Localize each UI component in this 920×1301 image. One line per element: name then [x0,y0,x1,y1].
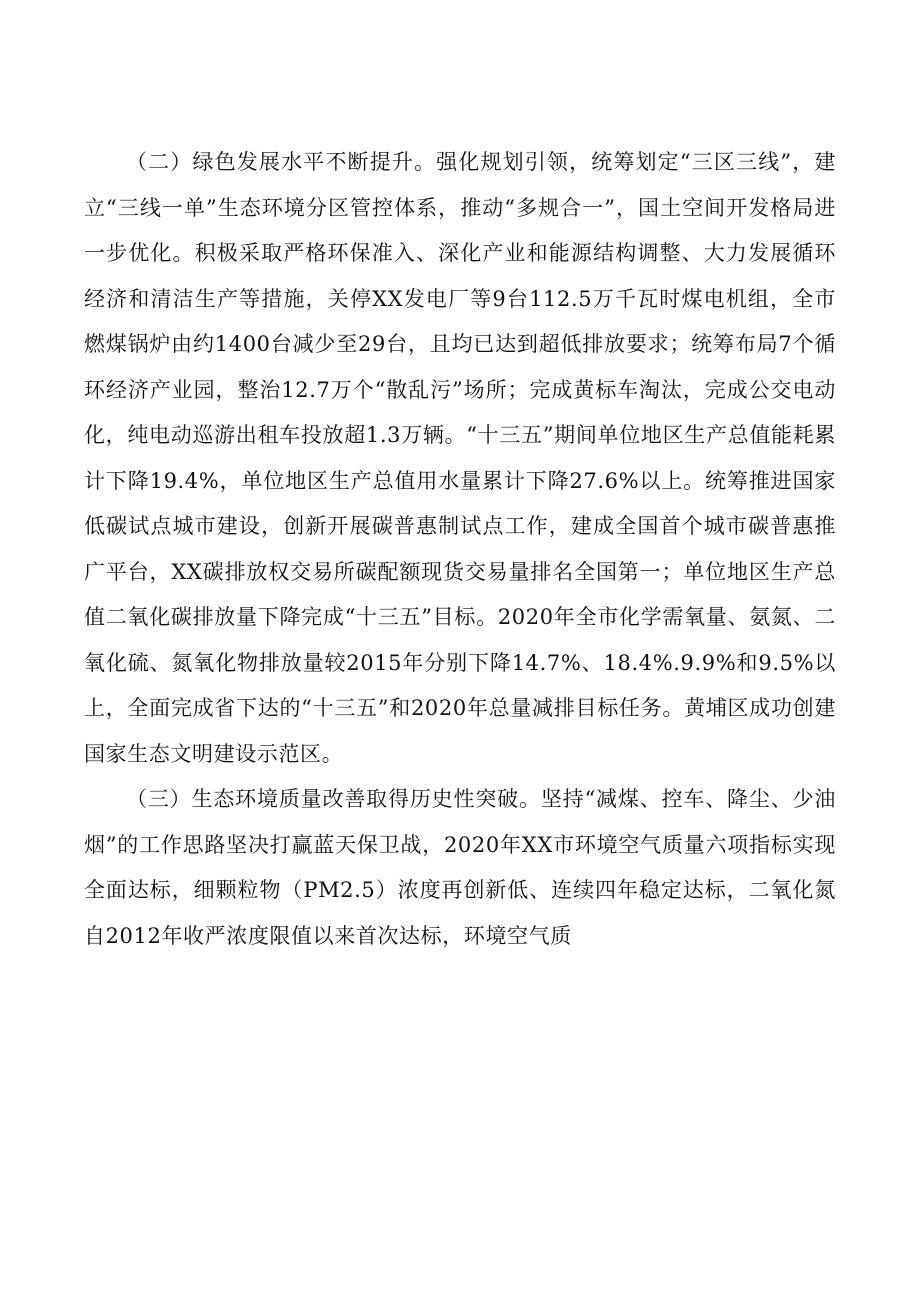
document-body [84,140,836,959]
paragraph-green-development: （二）绿色发展水平不断提升。强化规划引领，统筹划定“三区三线”，建立“三线一单”生态环境分区管控体系，推动“多规合一”，国土空间开发格局进一步优化。积极采取严格环保准入、深化产业和能源结构调整、大力发展循环经济和清洁生产等措施，关停XX发电厂等9台112.5万千瓦时煤电机组，全市燃煤锅炉由约1400台减少至29台，且均已达到超低排放要求；统筹布局7个循环经济产业园，整治12.7万个“散乱污”场所；完成黄标车淘汰，完成公交电动化，纯电动巡游出租车投放超1.3万辆。“十三五”期间单位地区生产总值能耗累计下降19.4%，单位地区生产总值用水量累计下降27.6%以上。统筹推进国家低碳试点城市建设，创新开展碳普惠制试点工作，建成全国首个城市碳普惠推广平台，XX碳排放权交易所碳配额现货交易量排名全国第一；单位地区生产总值二氧化碳排放量下降完成“十三五”目标。2020年全市化学需氧量、氨氮、二氧化硫、氮氧化物排放量较2015年分别下降14.7%、18.4%.9.9%和9.5%以上，全面完成省下达的“十三五”和2020年总量减排目标任务。黄埔区成功创建国家生态文明建设示范区。 [84,150,836,766]
paragraph-environment-quality: （三）生态环境质量改善取得历史性突破。坚持“减煤、控车、降尘、少油烟”的工作思路坚决打赢蓝天保卫战，2020年XX市环境空气质量六项指标实现全面达标，细颗粒物（PM2.5）浓度再创新低、连续四年稳定达标，二氧化氮自2012年收严浓度限值以来首次达标，环境空气质 [84,787,836,948]
